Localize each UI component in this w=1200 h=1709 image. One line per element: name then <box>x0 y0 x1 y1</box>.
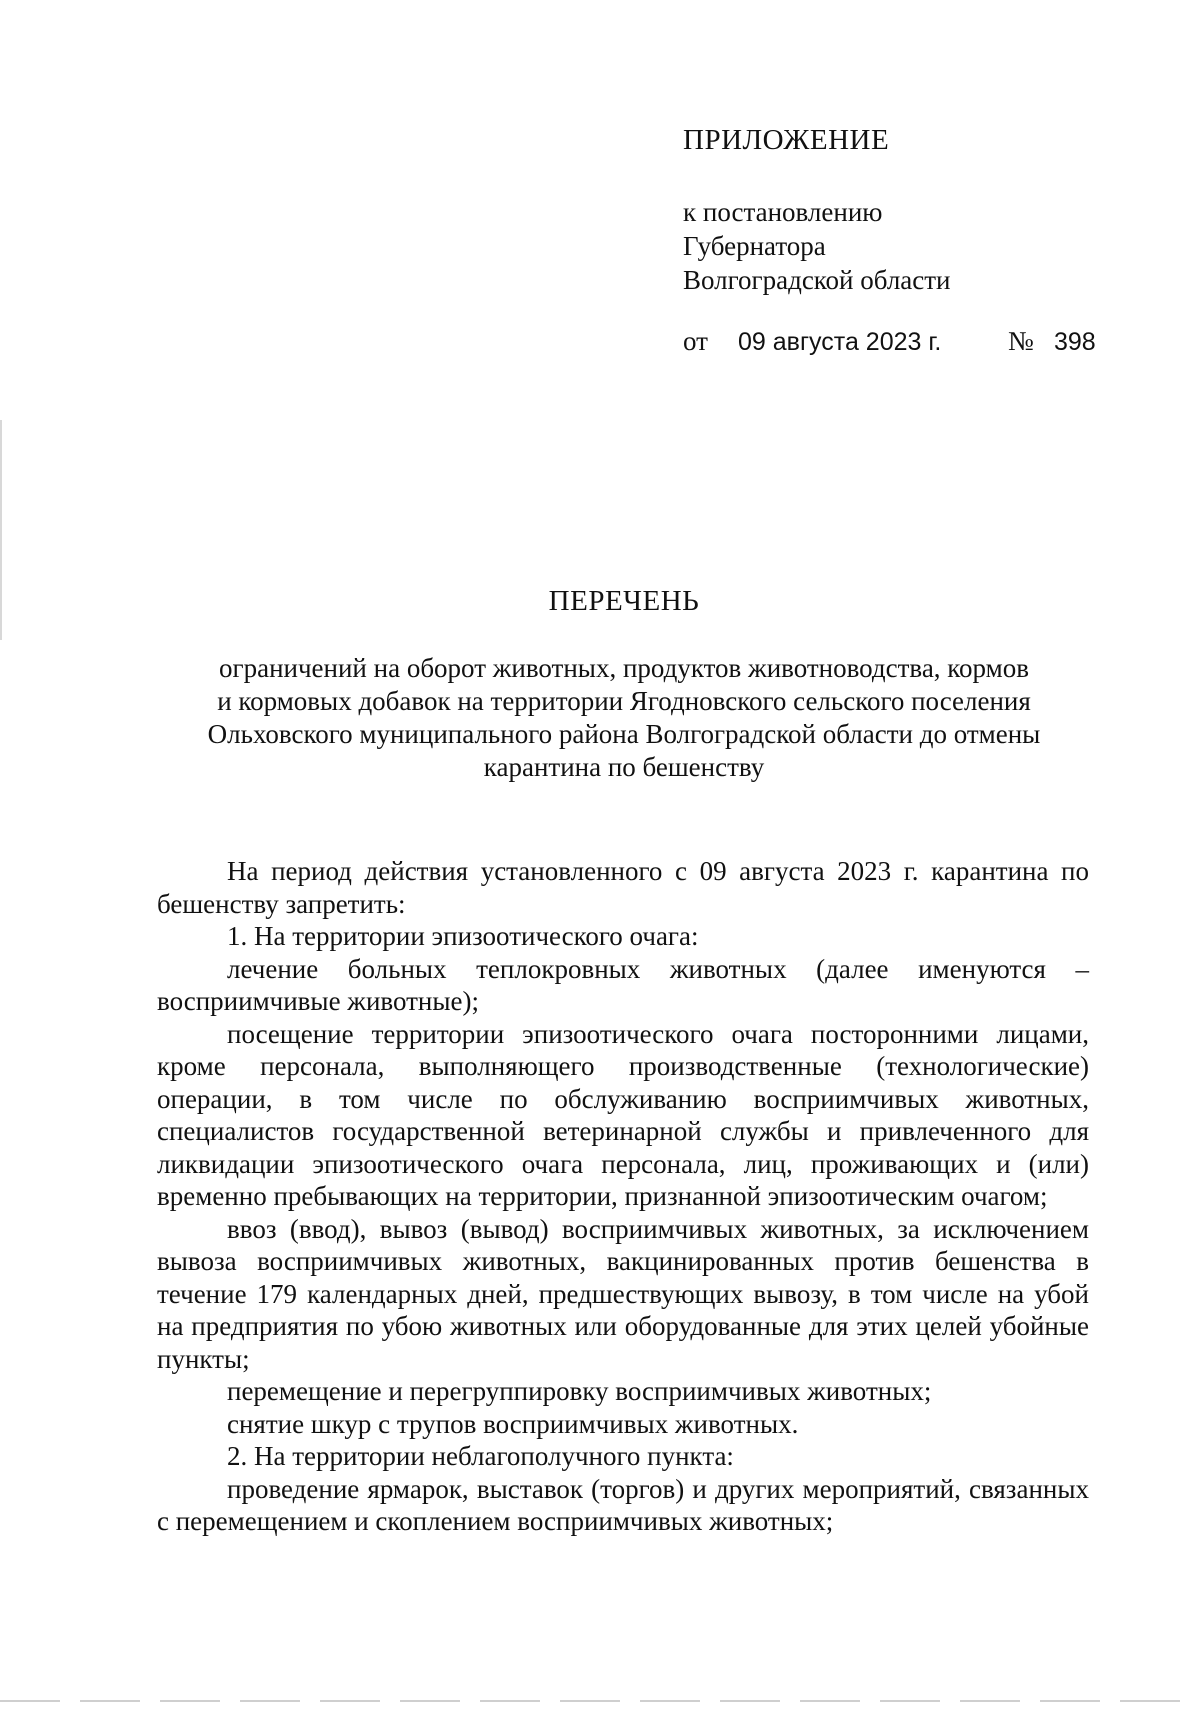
appendix-title: ПРИЛОЖЕНИЕ <box>683 124 890 156</box>
subtitle-line-4: карантина по бешенству <box>483 752 765 782</box>
subtitle-line-3: Ольховского муниципального района Волгоградской области до отмены <box>207 719 1041 749</box>
restriction-item: посещение территории эпизоотического очага посторонними лицами, кроме персонала, выполняющего производственные (технологические) операции, в том числе по обслуживанию восприимчивых животных, специалистов государственной ветеринарной службы и привлеченного для ликвидации эпизоотического очага персонала, лиц, проживающих и (или) временно пребывающих на территории, признанной эпизоотическим очагом; <box>157 1018 1089 1211</box>
restriction-item: ввоз (ввод), вывоз (вывод) восприимчивых животных, за исключением вывоза восприимчивых животных, вакцинированных против бешенства в течение 179 календарных дней, предшествующих вывозу, в том числе на убой на предприятия по убою животных или оборудованные для этих целей убойные пункты; <box>157 1213 1089 1374</box>
subtitle-line-2: и кормовых добавок на территории Ягодновского сельского поселения <box>217 686 1031 716</box>
restriction-item: лечение больных теплокровных животных (далее именуются – восприимчивые животные); <box>157 953 1089 1016</box>
appendix-reference <box>683 195 951 297</box>
restriction-item: перемещение и перегруппировку восприимчивых животных; <box>227 1376 932 1406</box>
section-1-heading: 1. На территории эпизоотического очага: <box>227 921 699 951</box>
decree-number: 398 <box>1054 328 1096 356</box>
decree-date-number <box>683 324 1096 359</box>
restriction-item: снятие шкур с трупов восприимчивых животных. <box>227 1408 799 1439</box>
number-sign: № <box>1008 326 1034 356</box>
appendix-line-3: Волгоградской области <box>683 265 951 295</box>
intro-paragraph: На период действия установленного с 09 августа 2023 г. карантина по бешенству запретить: <box>157 856 1089 919</box>
list-title: ПЕРЕЧЕНЬ <box>548 585 700 617</box>
date-prefix: от <box>683 326 708 356</box>
subtitle-line-1: ограничений на оборот животных, продуктов животноводства, кормов <box>219 653 1029 683</box>
section-2-heading: 2. На территории неблагополучного пункта: <box>227 1441 734 1471</box>
document-body <box>157 855 1089 1538</box>
appendix-line-2: Губернатора <box>683 231 826 261</box>
appendix-line-1: к постановлению <box>683 197 883 227</box>
decree-date: 09 августа 2023 г. <box>738 328 942 356</box>
list-subtitle <box>100 652 1148 784</box>
restriction-item: проведение ярмарок, выставок (торгов) и других мероприятий, связанных с перемещением и скоплением восприимчивых животных; <box>157 1473 1089 1536</box>
scan-edge-bottom <box>0 1700 1200 1702</box>
